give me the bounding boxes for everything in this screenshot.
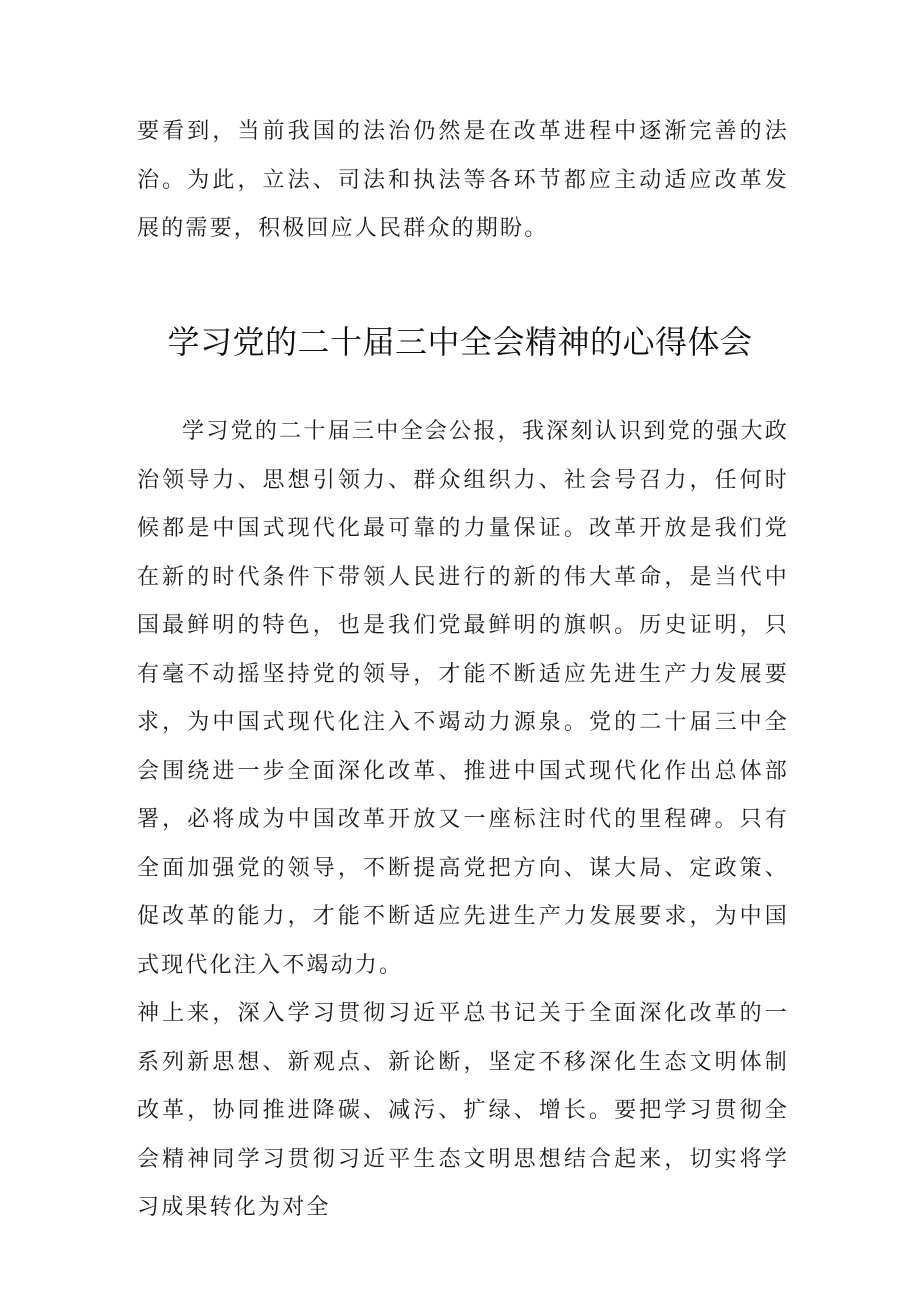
main-paragraph: 学习党的二十届三中全会公报，我深刻认识到党的强大政治领导力、思想引领力、群众组织力、社会号召力，任何时候都是中国式现代化最可靠的力量保证。改革开放是我们党在新的时代条件下带领人民进行的新的伟大革命，是当代中国最鲜明的特色，也是我们党最鲜明的旗帜。历史证明，只有毫不动摇坚持党的领导，才能不断适应先进生产力发展要求，为中国式现代化注入不竭动力源泉。党的二十届三中全会围绕进一步全面深化改革、推进中国式现代化作出总体部署，必将成为中国改革开放又一座标注时代的里程碑。只有全面加强党的领导，不断提高党把方向、谋大局、定政策、促改革的能力，才能不断适应先进生产力发展要求，为中国式现代化注入不竭动力。 [137, 419, 789, 978]
top-paragraph: 要看到，当前我国的法治仍然是在改革进程中逐渐完善的法治。为此，立法、司法和执法等各环节都应主动适应改革发展的需要，积极回应人民群众的期盼。 [137, 119, 789, 241]
bottom-paragraph: 神上来，深入学习贯彻习近平总书记关于全面深化改革的一系列新思想、新观点、新论断，坚定不移深化生态文明体制改革，协同推进降碳、减污、扩绿、增长。要把学习贯彻全会精神同学习贯彻习近平生态文明思想结合起来，切实将学习成果转化为对全 [137, 1001, 789, 1220]
document-title: 学习党的二十届三中全会精神的心得体会 [167, 323, 753, 361]
